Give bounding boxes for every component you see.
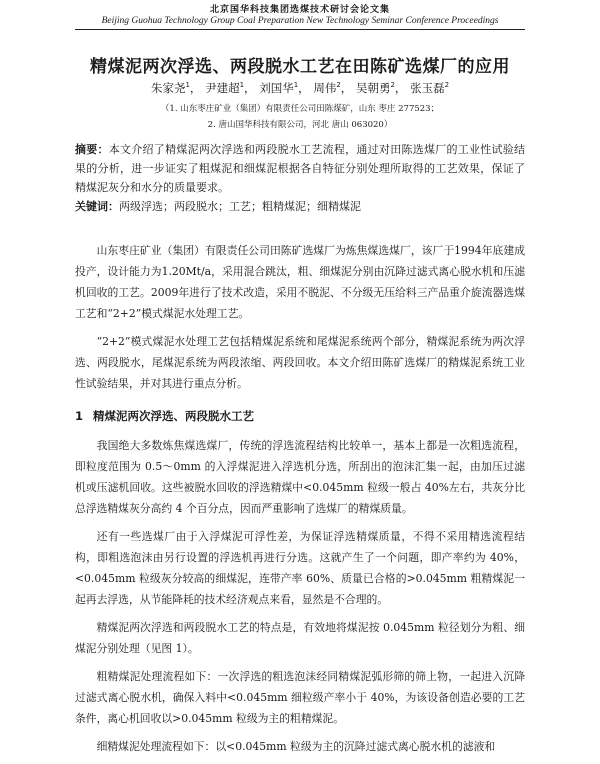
abstract-text: 本文介绍了精煤泥两次浮选和两段脱水工艺流程，通过对田陈选煤厂的工业性试验结果的分析，进一步证实了粗煤泥和细煤泥根据各自特征分别处理所取得的工艺效果，保证了精煤泥灰分和水分的质量要求。	[75, 143, 526, 194]
keywords-label: 关键词：	[75, 200, 119, 213]
author-affil-mark: 2	[336, 81, 341, 90]
running-head-en: Beijing Guohua Technology Group Coal Preparation New Technology Seminar Conference Proceedings	[101, 16, 499, 26]
running-head-cn: 北京国华科技集团选煤技术研讨会论文集	[209, 5, 390, 15]
affiliation-2: 2. 唐山国华科技有限公司，河北 唐山 063020）	[207, 120, 393, 130]
keywords-text: 两级浮选；两段脱水；工艺；粗精煤泥；细精煤泥	[119, 200, 361, 213]
author-affil-mark: 1	[185, 81, 190, 90]
paper-title: 精煤泥两次浮选、两段脱水工艺在田陈矿选煤厂的应用	[90, 57, 510, 77]
affiliation-1: （1. 山东枣庄矿业（集团）有限责任公司田陈煤矿，山东 枣庄 277523；	[160, 104, 440, 114]
body-paragraph: 还有一些选煤厂由于入浮煤泥可浮性差，为保证浮选精煤质量，不得不采用精选流程结构，即粗选泡沫由另行设置的浮选机再进行分选。这就产生了一个问题，即产率约为 40%，<0.045mm 粒级灰分较高的细煤泥，连带产率 60%、质量已合格的>0.045mm 粗精煤泥一起再去浮选，从节能降耗的技术经济观点来看，显然是不合理的。	[75, 530, 525, 606]
section-title: 精煤泥两次浮选、两段脱水工艺	[93, 409, 255, 423]
author-name: 吴朝勇	[355, 81, 391, 95]
section-number: 1	[75, 409, 84, 423]
header-rule	[75, 29, 525, 30]
body-text	[75, 240, 525, 764]
body-paragraph: 细精煤泥处理流程如下：以<0.045mm 粒级为主的沉降过滤式离心脱水机的滤液和	[96, 740, 496, 753]
running-head	[0, 5, 600, 27]
body-paragraph: 精煤泥两次浮选和两段脱水工艺的特点是，有效地将煤泥按 0.045mm 粒径划分为粗、细煤泥分别处理（见图 1）。	[75, 621, 525, 655]
body-paragraph: 山东枣庄矿业（集团）有限责任公司田陈矿选煤厂为炼焦煤选煤厂，该厂于1994年底建成投产，设计能力为1.20Mt/a，采用混合跳汰，粗、细煤泥分别由沉降过滤式离心脱水机和压滤机回收的工艺。2009年进行了技术改造，采用不脱泥、不分级无压给料三产品重介旋流器选煤工艺和“2+2”模式煤泥水处理工艺。	[75, 244, 525, 320]
body-paragraph: “2+2”模式煤泥水处理工艺包括精煤泥系统和尾煤泥系统两个部分，精煤泥系统为两次浮选、两段脱水，尾煤泥系统为两段浓缩、两段回收。本文介绍田陈矿选煤厂的精煤泥系统工业性试验结果，并对其进行重点分析。	[75, 335, 525, 390]
body-paragraph: 我国绝大多数炼焦煤选煤厂，传统的浮选流程结构比较单一，基本上都是一次粗选流程，即粒度范围为 0.5～0mm 的入浮煤泥进入浮选机分选，所刮出的泡沫汇集一起，由加压过滤机或压滤机回收。这些被脱水回收的浮选精煤中<0.045mm 粒级一般占 40%左右，共灰分比总浮选精煤灰分高约 4 个百分点，因而严重影响了选煤厂的精煤质量。	[75, 439, 525, 515]
author-affil-mark: 2	[390, 81, 395, 90]
abstract-label: 摘要：	[75, 143, 109, 156]
author-name: 刘国华	[259, 81, 294, 95]
body-paragraph: 粗精煤泥处理流程如下：一次浮选的粗选泡沫经同精煤泥弧形筛的筛上物，一起进入沉降过滤式离心脱水机，确保入料中<0.045mm 细粒级产率小于 40%，为该设备创造必要的工艺条件，离心机回收以>0.045mm 粒级为主的粗精煤泥。	[75, 670, 525, 725]
keywords	[75, 197, 525, 216]
author-list: 朱家尧$^1$， 尹建超$^1$， 刘国华$^1$， 周伟$^2$， 吴朝勇$^2$， 张玉磊$^2$	[150, 81, 450, 95]
author-affil-mark: 1	[293, 81, 299, 90]
abstract	[75, 140, 525, 197]
author-name: 张玉磊	[410, 81, 445, 95]
author-affil-mark: 2	[444, 81, 450, 90]
author-name: 朱家尧	[150, 81, 186, 95]
author-affil-mark: 1	[239, 81, 245, 90]
author-name: 周伟	[313, 81, 337, 95]
section-heading	[75, 406, 525, 427]
author-name: 尹建超	[205, 81, 240, 95]
